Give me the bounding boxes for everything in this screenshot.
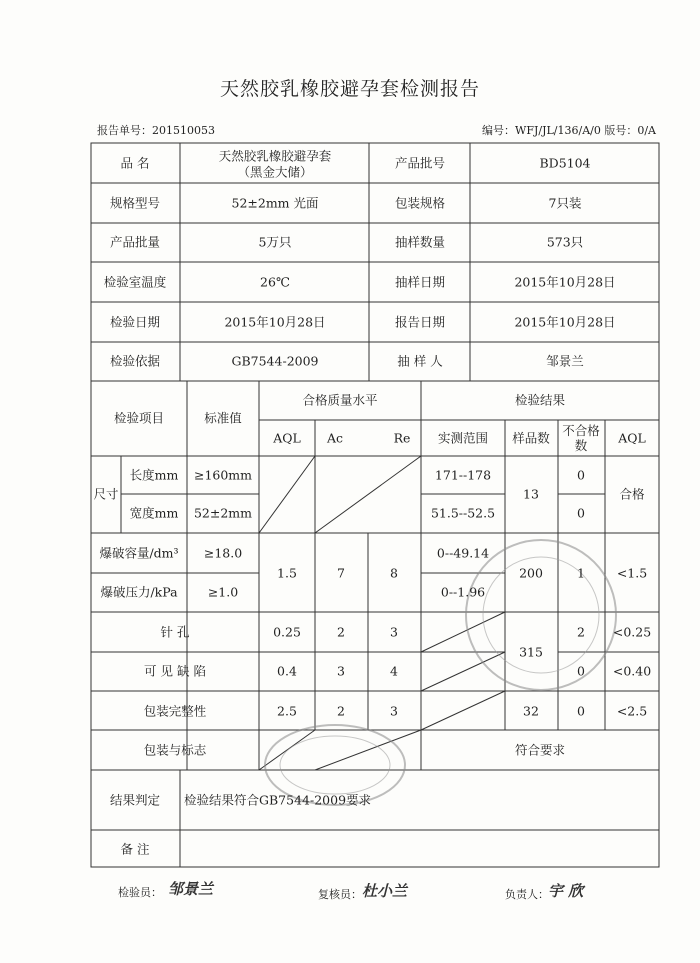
burst-sample-n: 200 [519, 565, 543, 581]
pinhole-ac: 2 [337, 624, 345, 640]
defect-result: <0.40 [612, 663, 652, 679]
package-spec-value: 7只装 [548, 195, 582, 211]
length-range: 171--178 [434, 467, 492, 483]
lab-temp-value: 26℃ [260, 274, 290, 290]
spec-value: 52±2mm 光面 [231, 195, 319, 211]
pack-result: <2.5 [616, 703, 648, 719]
sample-date-label: 抽样日期 [394, 274, 446, 290]
burst-result: <1.5 [616, 565, 648, 581]
pinhole-label: 针 孔 [160, 624, 190, 640]
quality-level-header: 合格质量水平 [302, 392, 378, 408]
remark-label: 备 注 [120, 841, 150, 857]
lab-temp-label: 检验室温度 [103, 274, 167, 290]
sample-qty-value: 573只 [546, 234, 584, 250]
re-header: Re [393, 430, 411, 446]
sampler-value: 邹景兰 [546, 353, 584, 369]
reviewer-label: 复核员： [318, 888, 362, 901]
sample-date-value: 2015年10月28日 [514, 274, 616, 290]
length-standard: ≥160mm [193, 467, 253, 483]
batch-qty-value: 5万只 [258, 234, 292, 250]
burst-pressure-label: 爆破压力/kPa [100, 584, 178, 600]
pinhole-nonconform: 2 [577, 624, 585, 640]
spec-label: 规格型号 [109, 195, 161, 211]
mark-label: 包装与标志 [143, 742, 207, 758]
sample-qty-label: 抽样数量 [394, 234, 446, 250]
standard-header: 标准值 [204, 410, 242, 426]
size-label: 尺寸 [93, 486, 119, 502]
report-date-label: 报告日期 [394, 314, 446, 330]
mark-result: 符合要求 [514, 742, 566, 758]
responsible-signature: 宇 欣 [548, 882, 584, 900]
result-aql-header: AQL [618, 430, 646, 446]
width-standard: 52±2mm [193, 505, 253, 521]
pack-ac: 2 [337, 703, 345, 719]
product-name-line1: 天然胶乳橡胶避孕套 [218, 148, 332, 164]
pinhole-re: 3 [390, 624, 398, 640]
pack-label: 包装完整性 [143, 703, 207, 719]
product-name-line2: （黑金大储） [237, 164, 313, 180]
burst-ac: 7 [337, 565, 345, 581]
document-code: 编号：WFJ/JL/136/A/0 版号：0/A [482, 124, 656, 137]
burst-volume-standard: ≥18.0 [203, 545, 243, 561]
report-number: 报告单号：201510053 [97, 124, 215, 137]
burst-volume-label: 爆破容量/dm³ [99, 545, 179, 561]
package-spec-label: 包装规格 [394, 195, 446, 211]
sampler-label: 抽 样 人 [397, 353, 443, 369]
size-sample-n: 13 [523, 486, 539, 502]
product-name-label: 品 名 [120, 155, 150, 171]
burst-volume-range: 0--49.14 [436, 545, 490, 561]
width-label: 宽度mm [129, 505, 179, 521]
defect-ac: 3 [337, 663, 345, 679]
report-date-value: 2015年10月28日 [514, 314, 616, 330]
batch-no-label: 产品批号 [394, 155, 446, 171]
pack-nonconform: 0 [577, 703, 585, 719]
pack-re: 3 [390, 703, 398, 719]
inspection-seal [466, 540, 616, 690]
length-label: 长度mm [129, 467, 179, 483]
width-nonconform: 0 [577, 505, 585, 521]
conclusion-text: 检验结果符合GB7544-2009要求 [184, 792, 372, 808]
test-date-value: 2015年10月28日 [224, 314, 326, 330]
pinhole-result: <0.25 [612, 624, 652, 640]
defect-nonconform: 0 [577, 663, 585, 679]
sample-n-header: 样品数 [512, 430, 550, 446]
burst-nonconform: 1 [577, 565, 585, 581]
aql-header: AQL [273, 430, 301, 446]
reviewer-signature: 杜小兰 [362, 882, 408, 900]
defect-re: 4 [390, 663, 398, 679]
pack-sample-n: 32 [523, 703, 539, 719]
item-header: 检验项目 [113, 410, 165, 426]
burst-aql: 1.5 [277, 565, 297, 581]
pinhole-defect-sample-n: 315 [519, 644, 543, 660]
size-result: 合格 [619, 486, 645, 502]
report-title: 天然胶乳橡胶避孕套检测报告 [219, 78, 480, 100]
pack-aql: 2.5 [277, 703, 297, 719]
nonconform-header: 不合格数 [562, 423, 600, 453]
basis-label: 检验依据 [109, 353, 161, 369]
inspector-signature: 邹景兰 [168, 880, 214, 898]
basis-value: GB7544-2009 [231, 353, 319, 369]
ac-header: Ac [326, 430, 344, 446]
length-nonconform: 0 [577, 467, 585, 483]
burst-pressure-standard: ≥1.0 [207, 584, 239, 600]
inspector-label: 检验员： [118, 886, 162, 899]
burst-re: 8 [390, 565, 398, 581]
defect-aql: 0.4 [277, 663, 297, 679]
batch-qty-label: 产品批量 [109, 234, 161, 250]
measured-header: 实测范围 [437, 430, 489, 446]
defect-label: 可 见 缺 陷 [144, 663, 206, 679]
batch-no-value: BD5104 [539, 155, 591, 171]
burst-pressure-range: 0--1.96 [440, 584, 486, 600]
result-header: 检验结果 [514, 392, 566, 408]
pinhole-aql: 0.25 [273, 624, 301, 640]
width-range: 51.5--52.5 [430, 505, 496, 521]
responsible-label: 负责人： [505, 888, 549, 901]
conclusion-label: 结果判定 [109, 792, 161, 808]
test-date-label: 检验日期 [109, 314, 161, 330]
